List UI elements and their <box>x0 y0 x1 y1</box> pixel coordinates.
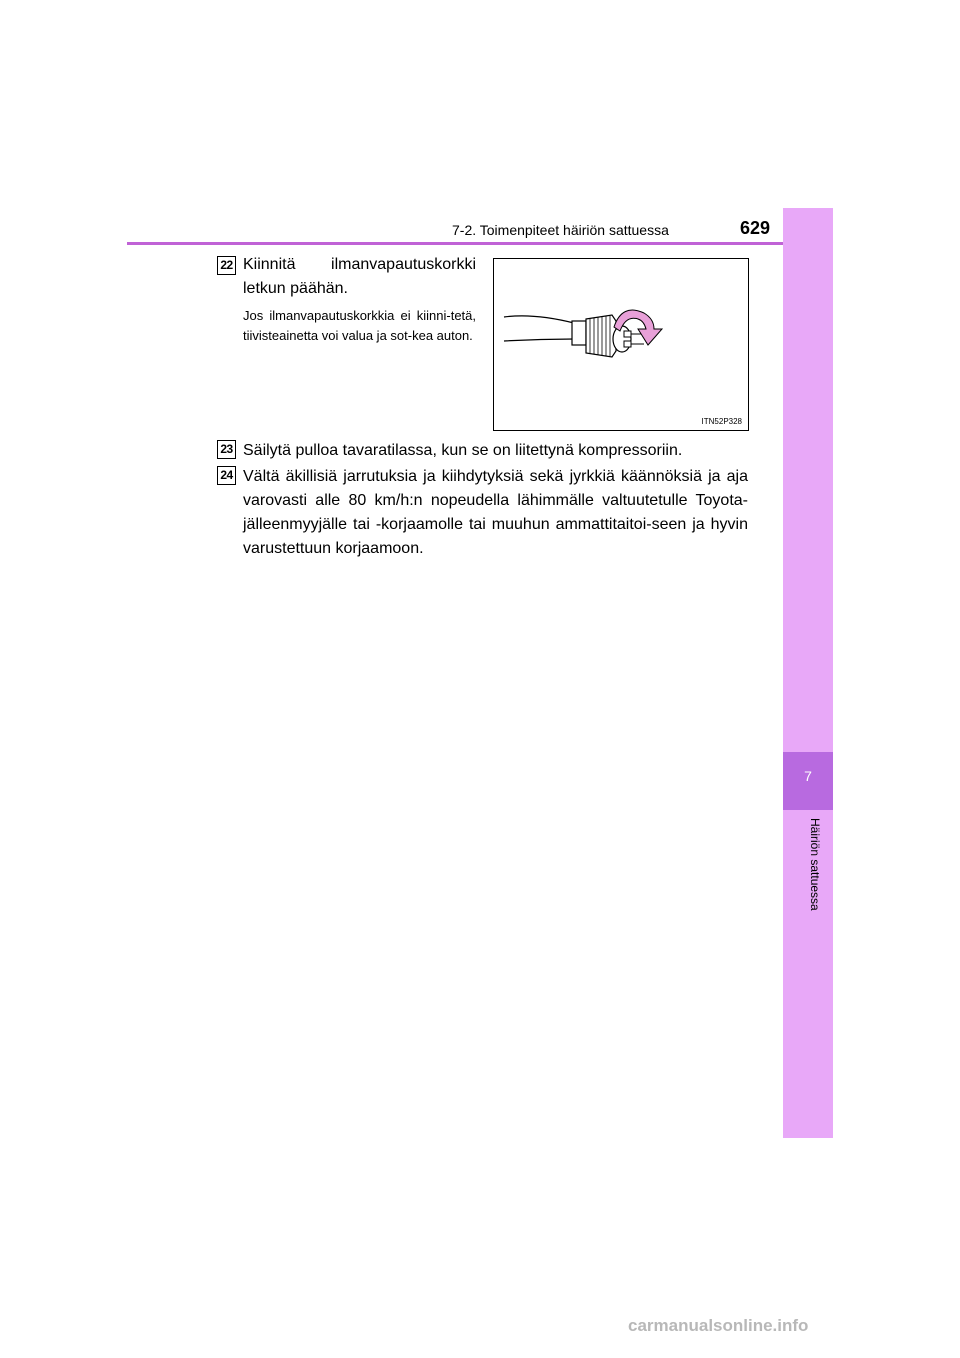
step-22-text <box>243 253 476 301</box>
figure-code: ITN52P328 <box>701 417 742 426</box>
watermark: carmanualsonline.info <box>628 1316 809 1335</box>
step-number-24: 24 <box>217 466 236 485</box>
hose-cap-illustration <box>493 258 749 431</box>
chapter-title: Häiriön sattuessa <box>808 818 822 911</box>
header-rule <box>127 242 833 245</box>
hose-cap-drawing <box>494 259 748 430</box>
step-22-note: Jos ilmanvapautuskorkkia ei kiinni-tetä, tiivisteainetta voi valua ja sot-kea auton. <box>243 308 476 343</box>
step-22-line1: Kiinnitä ilmanvapautuskorkki <box>243 256 476 273</box>
section-header: 7-2. Toimenpiteet häiriön sattuessa <box>452 222 669 238</box>
chapter-side-tab <box>783 208 833 1138</box>
step-22-line2: letkun päähän. <box>243 280 348 297</box>
chapter-number: 7 <box>804 768 812 784</box>
step-number-23: 23 <box>217 440 236 459</box>
page-number: 629 <box>740 218 771 238</box>
step-24-text: Vältä äkillisiä jarrutuksia ja kiihdytyksiä sekä jyrkkiä käännöksiä ja aja varovasti alle 80 km/h:n nopeudella lähimmälle valtuutetulle Toyota-jälleenmyyjälle tai -korjaamolle tai muuhun ammattitaitoi-seen ja hyvin varustettuun korjaamoon. <box>243 468 748 557</box>
step-23-text: Säilytä pulloa tavaratilassa, kun se on liitettynä kompressoriin. <box>243 442 683 459</box>
step-number-22: 22 <box>217 256 236 275</box>
